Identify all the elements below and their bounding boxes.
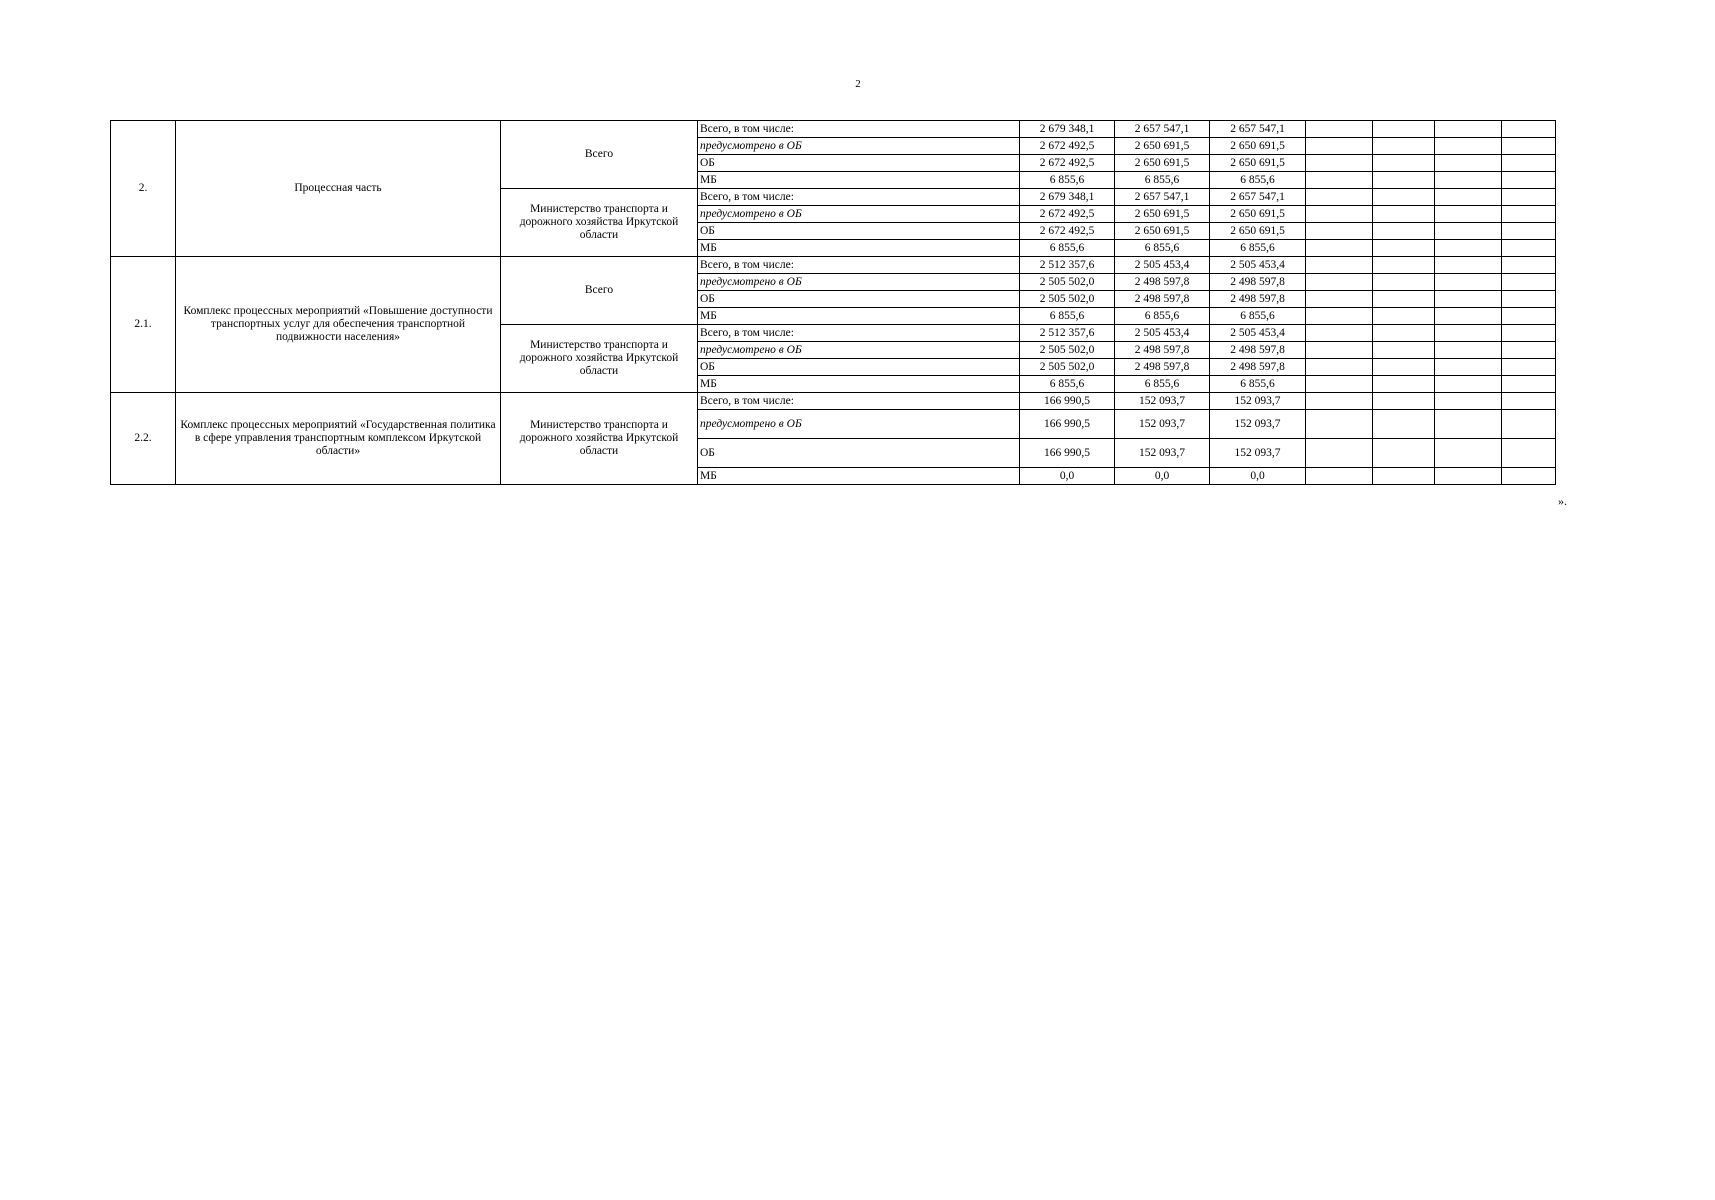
empty-cell <box>1502 172 1556 189</box>
amount-cell: 2 498 597,8 <box>1210 359 1306 376</box>
empty-cell <box>1435 342 1502 359</box>
amount-cell: 2 498 597,8 <box>1210 291 1306 308</box>
empty-cell <box>1373 206 1435 223</box>
amount-cell: 6 855,6 <box>1020 308 1115 325</box>
section-name: Комплекс процессных мероприятий «Государственная политика в сфере управления транспортным комплексом Иркутской области» <box>176 393 501 485</box>
empty-cell <box>1435 468 1502 485</box>
amount-cell: 2 505 453,4 <box>1210 325 1306 342</box>
funding-source-label: предусмотрено в ОБ <box>698 410 1020 439</box>
empty-cell <box>1306 121 1373 138</box>
empty-cell <box>1306 257 1373 274</box>
amount-cell: 0,0 <box>1020 468 1115 485</box>
section-number: 2.2. <box>111 393 176 485</box>
amount-cell: 2 498 597,8 <box>1115 359 1210 376</box>
funding-source-label: ОБ <box>698 359 1020 376</box>
amount-cell: 2 650 691,5 <box>1115 206 1210 223</box>
empty-cell <box>1306 138 1373 155</box>
funding-source-label: предусмотрено в ОБ <box>698 138 1020 155</box>
empty-cell <box>1502 240 1556 257</box>
empty-cell <box>1502 257 1556 274</box>
funding-source-label: ОБ <box>698 223 1020 240</box>
amount-cell: 152 093,7 <box>1210 410 1306 439</box>
empty-cell <box>1502 138 1556 155</box>
empty-cell <box>1435 439 1502 468</box>
amount-cell: 6 855,6 <box>1115 376 1210 393</box>
amount-cell: 6 855,6 <box>1210 172 1306 189</box>
empty-cell <box>1502 189 1556 206</box>
empty-cell <box>1373 308 1435 325</box>
table-row <box>111 121 1556 138</box>
empty-cell <box>1435 172 1502 189</box>
amount-cell: 6 855,6 <box>1020 240 1115 257</box>
empty-cell <box>1306 342 1373 359</box>
empty-cell <box>1373 359 1435 376</box>
amount-cell: 2 672 492,5 <box>1020 206 1115 223</box>
empty-cell <box>1435 206 1502 223</box>
empty-cell <box>1435 121 1502 138</box>
amount-cell: 2 498 597,8 <box>1115 274 1210 291</box>
section-number: 2.1. <box>111 257 176 393</box>
empty-cell <box>1435 274 1502 291</box>
amount-cell: 6 855,6 <box>1020 172 1115 189</box>
empty-cell <box>1502 393 1556 410</box>
executor-cell: Министерство транспорта и дорожного хозяйства Иркутской области <box>501 325 698 393</box>
empty-cell <box>1373 376 1435 393</box>
empty-cell <box>1435 240 1502 257</box>
empty-cell <box>1373 138 1435 155</box>
empty-cell <box>1502 410 1556 439</box>
empty-cell <box>1502 308 1556 325</box>
amount-cell: 2 498 597,8 <box>1115 342 1210 359</box>
amount-cell: 152 093,7 <box>1210 393 1306 410</box>
amount-cell: 6 855,6 <box>1115 308 1210 325</box>
amount-cell: 2 650 691,5 <box>1115 223 1210 240</box>
empty-cell <box>1306 410 1373 439</box>
amount-cell: 152 093,7 <box>1210 439 1306 468</box>
empty-cell <box>1373 223 1435 240</box>
empty-cell <box>1306 393 1373 410</box>
empty-cell <box>1373 393 1435 410</box>
amount-cell: 6 855,6 <box>1115 172 1210 189</box>
empty-cell <box>1435 308 1502 325</box>
amount-cell: 6 855,6 <box>1020 376 1115 393</box>
empty-cell <box>1435 393 1502 410</box>
funding-source-label: Всего, в том числе: <box>698 121 1020 138</box>
amount-cell: 2 650 691,5 <box>1115 155 1210 172</box>
page-number: 2 <box>855 78 861 90</box>
amount-cell: 2 672 492,5 <box>1020 155 1115 172</box>
amount-cell: 2 672 492,5 <box>1020 138 1115 155</box>
amount-cell: 2 505 502,0 <box>1020 342 1115 359</box>
empty-cell <box>1373 155 1435 172</box>
empty-cell <box>1306 155 1373 172</box>
amount-cell: 6 855,6 <box>1210 376 1306 393</box>
funding-source-label: ОБ <box>698 291 1020 308</box>
amount-cell: 6 855,6 <box>1210 240 1306 257</box>
empty-cell <box>1502 121 1556 138</box>
amount-cell: 2 505 453,4 <box>1115 257 1210 274</box>
empty-cell <box>1306 223 1373 240</box>
empty-cell <box>1373 121 1435 138</box>
empty-cell <box>1502 376 1556 393</box>
amount-cell: 2 657 547,1 <box>1210 189 1306 206</box>
empty-cell <box>1435 138 1502 155</box>
executor-cell: Всего <box>501 257 698 325</box>
amount-cell: 2 657 547,1 <box>1115 189 1210 206</box>
empty-cell <box>1435 223 1502 240</box>
amount-cell: 2 505 502,0 <box>1020 291 1115 308</box>
empty-cell <box>1373 172 1435 189</box>
empty-cell <box>1435 325 1502 342</box>
empty-cell <box>1306 308 1373 325</box>
empty-cell <box>1306 468 1373 485</box>
closing-mark: ». <box>1558 494 1567 508</box>
amount-cell: 2 505 453,4 <box>1210 257 1306 274</box>
empty-cell <box>1435 410 1502 439</box>
funding-source-label: предусмотрено в ОБ <box>698 274 1020 291</box>
amount-cell: 0,0 <box>1115 468 1210 485</box>
amount-cell: 152 093,7 <box>1115 410 1210 439</box>
amount-cell: 2 505 453,4 <box>1115 325 1210 342</box>
funding-source-label: Всего, в том числе: <box>698 325 1020 342</box>
empty-cell <box>1373 468 1435 485</box>
amount-cell: 2 498 597,8 <box>1115 291 1210 308</box>
empty-cell <box>1502 155 1556 172</box>
empty-cell <box>1373 325 1435 342</box>
empty-cell <box>1502 206 1556 223</box>
section-number: 2. <box>111 121 176 257</box>
amount-cell: 2 505 502,0 <box>1020 274 1115 291</box>
amount-cell: 0,0 <box>1210 468 1306 485</box>
amount-cell: 166 990,5 <box>1020 410 1115 439</box>
empty-cell <box>1373 189 1435 206</box>
empty-cell <box>1435 359 1502 376</box>
amount-cell: 6 855,6 <box>1210 308 1306 325</box>
table-row <box>111 257 1556 274</box>
funding-source-label: предусмотрено в ОБ <box>698 206 1020 223</box>
funding-source-label: МБ <box>698 308 1020 325</box>
amount-cell: 2 657 547,1 <box>1115 121 1210 138</box>
empty-cell <box>1373 291 1435 308</box>
empty-cell <box>1373 274 1435 291</box>
funding-source-label: Всего, в том числе: <box>698 189 1020 206</box>
empty-cell <box>1306 359 1373 376</box>
amount-cell: 2 498 597,8 <box>1210 342 1306 359</box>
section-name: Комплекс процессных мероприятий «Повышение доступности транспортных услуг для обеспечения транспортной подвижности населения» <box>176 257 501 393</box>
empty-cell <box>1306 376 1373 393</box>
empty-cell <box>1502 439 1556 468</box>
empty-cell <box>1306 439 1373 468</box>
amount-cell: 152 093,7 <box>1115 393 1210 410</box>
empty-cell <box>1502 468 1556 485</box>
amount-cell: 2 679 348,1 <box>1020 189 1115 206</box>
empty-cell <box>1502 359 1556 376</box>
empty-cell <box>1306 291 1373 308</box>
executor-cell: Министерство транспорта и дорожного хозяйства Иркутской области <box>501 393 698 485</box>
empty-cell <box>1435 257 1502 274</box>
amount-cell: 2 498 597,8 <box>1210 274 1306 291</box>
executor-cell: Министерство транспорта и дорожного хозяйства Иркутской области <box>501 189 698 257</box>
amount-cell: 2 650 691,5 <box>1210 223 1306 240</box>
amount-cell: 2 512 357,6 <box>1020 325 1115 342</box>
empty-cell <box>1502 291 1556 308</box>
amount-cell: 2 650 691,5 <box>1210 155 1306 172</box>
amount-cell: 166 990,5 <box>1020 439 1115 468</box>
amount-cell: 2 505 502,0 <box>1020 359 1115 376</box>
amount-cell: 2 650 691,5 <box>1115 138 1210 155</box>
empty-cell <box>1306 206 1373 223</box>
budget-table <box>110 120 1556 485</box>
empty-cell <box>1373 410 1435 439</box>
funding-source-label: Всего, в том числе: <box>698 393 1020 410</box>
empty-cell <box>1502 274 1556 291</box>
table-body <box>111 121 1556 485</box>
empty-cell <box>1373 240 1435 257</box>
empty-cell <box>1502 325 1556 342</box>
empty-cell <box>1373 342 1435 359</box>
amount-cell: 2 650 691,5 <box>1210 206 1306 223</box>
executor-cell: Всего <box>501 121 698 189</box>
empty-cell <box>1435 291 1502 308</box>
funding-source-label: ОБ <box>698 155 1020 172</box>
empty-cell <box>1306 325 1373 342</box>
funding-source-label: ОБ <box>698 439 1020 468</box>
section-name: Процессная часть <box>176 121 501 257</box>
table-row <box>111 393 1556 410</box>
funding-source-label: МБ <box>698 468 1020 485</box>
empty-cell <box>1373 439 1435 468</box>
amount-cell: 6 855,6 <box>1115 240 1210 257</box>
amount-cell: 2 672 492,5 <box>1020 223 1115 240</box>
amount-cell: 2 650 691,5 <box>1210 138 1306 155</box>
funding-source-label: МБ <box>698 240 1020 257</box>
amount-cell: 2 679 348,1 <box>1020 121 1115 138</box>
amount-cell: 152 093,7 <box>1115 439 1210 468</box>
funding-source-label: Всего, в том числе: <box>698 257 1020 274</box>
funding-source-label: МБ <box>698 172 1020 189</box>
funding-source-label: предусмотрено в ОБ <box>698 342 1020 359</box>
amount-cell: 2 657 547,1 <box>1210 121 1306 138</box>
empty-cell <box>1435 189 1502 206</box>
empty-cell <box>1306 172 1373 189</box>
empty-cell <box>1373 257 1435 274</box>
empty-cell <box>1435 155 1502 172</box>
empty-cell <box>1306 274 1373 291</box>
funding-source-label: МБ <box>698 376 1020 393</box>
empty-cell <box>1306 240 1373 257</box>
empty-cell <box>1306 189 1373 206</box>
empty-cell <box>1502 223 1556 240</box>
empty-cell <box>1502 342 1556 359</box>
amount-cell: 2 512 357,6 <box>1020 257 1115 274</box>
amount-cell: 166 990,5 <box>1020 393 1115 410</box>
empty-cell <box>1435 376 1502 393</box>
